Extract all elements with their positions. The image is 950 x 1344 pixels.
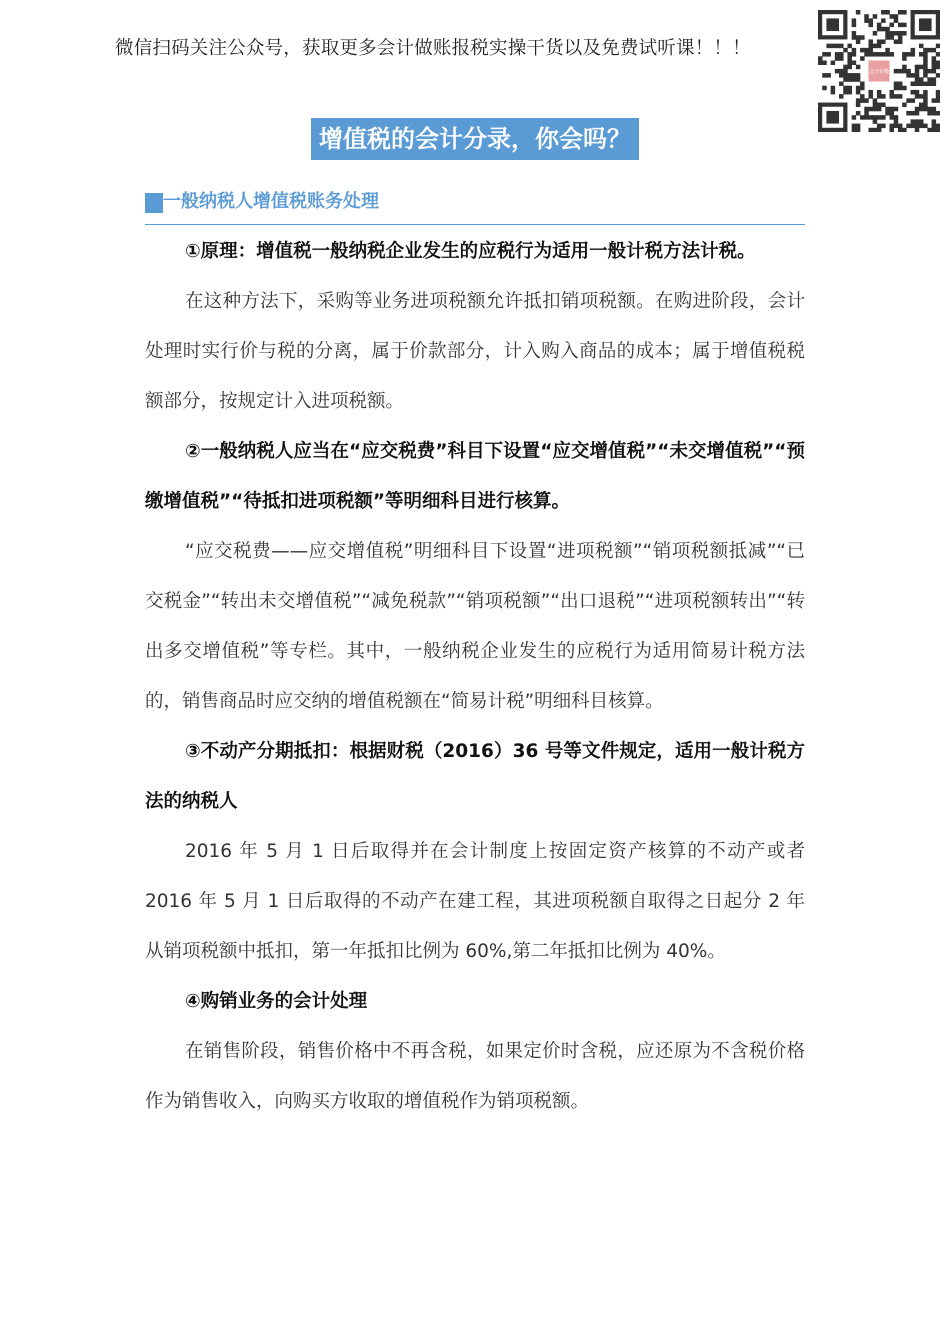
promo-text: 微信扫码关注公众号，获取更多会计做账报税实操干货以及免费试听课！！！ — [115, 38, 751, 59]
qr-center-label: 会计实操 — [868, 69, 890, 76]
paragraph: 2016 年 5 月 1 日后取得并在会计制度上按固定资产核算的不动产或者 2016 年 5 月 1 日后取得的不动产在建工程，其进项税额自取得之日起分 2 年从销项税额中抵扣，第一年抵扣比例为 60%,第二年抵扣比例为 40%。 — [145, 841, 805, 962]
paragraph: ①原理：增值税一般纳税企业发生的应税行为适用一般计税方法计税。 — [185, 241, 756, 262]
qr-code-icon — [818, 10, 940, 132]
section-heading: 一般纳税人增值税账务处理 — [163, 191, 379, 212]
section-header — [145, 186, 805, 225]
paragraph: 在销售阶段，销售价格中不再含税，如果定价时含税，应还原为不含税价格作为销售收入，向购买方收取的增值税作为销项税额。 — [145, 1041, 805, 1112]
section-marker — [145, 193, 163, 213]
paragraph: 在这种方法下，采购等业务进项税额允许抵扣销项税额。在购进阶段，会计处理时实行价与税的分离，属于价款部分，计入购入商品的成本；属于增值税税额部分，按规定计入进项税额。 — [145, 291, 805, 412]
page-title: 增值税的会计分录，你会吗？ — [311, 118, 639, 160]
paragraph: “应交税费——应交增值税”明细科目下设置“进项税额”“销项税额抵减”“已交税金”“转出未交增值税”“减免税款”“销项税额”“出口退税”“进项税额转出”“转出多交增值税”等专栏。其中，一般纳税企业发生的应税行为适用简易计税方法的，销售商品时应交纳的增值税额在“简易计税”明细科目核算。 — [145, 541, 805, 712]
article-body — [145, 227, 805, 1127]
title-container — [0, 118, 950, 160]
paragraph: ④购销业务的会计处理 — [185, 991, 368, 1012]
paragraph: ②一般纳税人应当在“应交税费”科目下设置“应交增值税”“未交增值税”“预缴增值税”“待抵扣进项税额”等明细科目进行核算。 — [145, 441, 805, 512]
paragraph: ③不动产分期抵扣：根据财税（2016）36 号等文件规定，适用一般计税方法的纳税人 — [145, 741, 805, 812]
